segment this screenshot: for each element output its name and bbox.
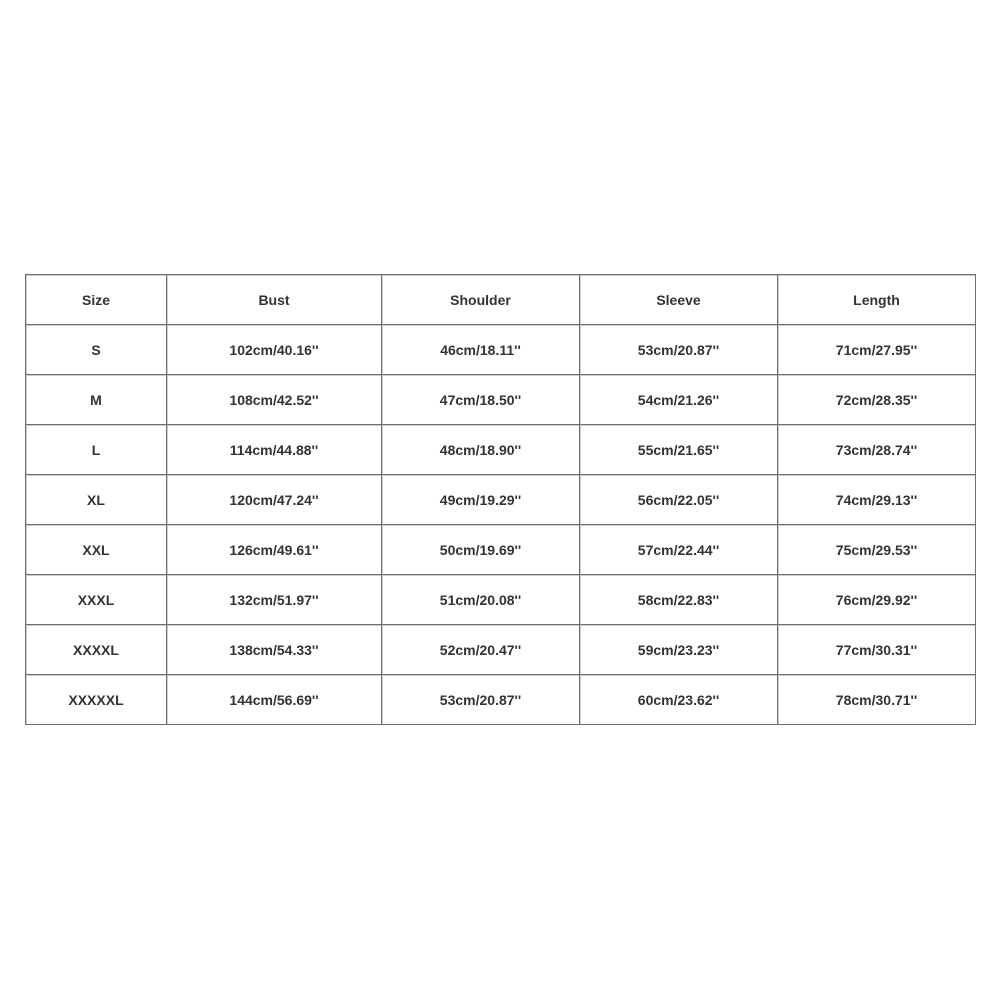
table-row bbox=[26, 475, 976, 525]
sleeve-cell: 58cm/22.83'' bbox=[580, 575, 778, 625]
header-shoulder: Shoulder bbox=[382, 275, 580, 325]
shoulder-cell: 49cm/19.29'' bbox=[382, 475, 580, 525]
shoulder-cell: 52cm/20.47'' bbox=[382, 625, 580, 675]
header-length: Length bbox=[778, 275, 976, 325]
table-row bbox=[26, 525, 976, 575]
sleeve-cell: 53cm/20.87'' bbox=[580, 325, 778, 375]
length-cell: 78cm/30.71'' bbox=[778, 675, 976, 725]
size-cell: XXXL bbox=[26, 575, 167, 625]
size-cell: S bbox=[26, 325, 167, 375]
length-cell: 75cm/29.53'' bbox=[778, 525, 976, 575]
table-row bbox=[26, 675, 976, 725]
bust-cell: 132cm/51.97'' bbox=[167, 575, 382, 625]
table-row bbox=[26, 575, 976, 625]
shoulder-cell: 53cm/20.87'' bbox=[382, 675, 580, 725]
sleeve-cell: 55cm/21.65'' bbox=[580, 425, 778, 475]
sleeve-cell: 54cm/21.26'' bbox=[580, 375, 778, 425]
bust-cell: 138cm/54.33'' bbox=[167, 625, 382, 675]
table-row bbox=[26, 425, 976, 475]
shoulder-cell: 47cm/18.50'' bbox=[382, 375, 580, 425]
size-cell: XXL bbox=[26, 525, 167, 575]
table-header-row bbox=[26, 275, 976, 325]
size-cell: XL bbox=[26, 475, 167, 525]
sleeve-cell: 56cm/22.05'' bbox=[580, 475, 778, 525]
length-cell: 74cm/29.13'' bbox=[778, 475, 976, 525]
bust-cell: 126cm/49.61'' bbox=[167, 525, 382, 575]
table-row bbox=[26, 625, 976, 675]
length-cell: 71cm/27.95'' bbox=[778, 325, 976, 375]
shoulder-cell: 46cm/18.11'' bbox=[382, 325, 580, 375]
length-cell: 76cm/29.92'' bbox=[778, 575, 976, 625]
length-cell: 77cm/30.31'' bbox=[778, 625, 976, 675]
sleeve-cell: 57cm/22.44'' bbox=[580, 525, 778, 575]
shoulder-cell: 51cm/20.08'' bbox=[382, 575, 580, 625]
bust-cell: 108cm/42.52'' bbox=[167, 375, 382, 425]
bust-cell: 102cm/40.16'' bbox=[167, 325, 382, 375]
bust-cell: 120cm/47.24'' bbox=[167, 475, 382, 525]
length-cell: 72cm/28.35'' bbox=[778, 375, 976, 425]
size-cell: L bbox=[26, 425, 167, 475]
shoulder-cell: 48cm/18.90'' bbox=[382, 425, 580, 475]
sleeve-cell: 60cm/23.62'' bbox=[580, 675, 778, 725]
size-cell: XXXXXL bbox=[26, 675, 167, 725]
header-bust: Bust bbox=[167, 275, 382, 325]
length-cell: 73cm/28.74'' bbox=[778, 425, 976, 475]
shoulder-cell: 50cm/19.69'' bbox=[382, 525, 580, 575]
size-cell: XXXXL bbox=[26, 625, 167, 675]
bust-cell: 114cm/44.88'' bbox=[167, 425, 382, 475]
size-cell: M bbox=[26, 375, 167, 425]
table-row bbox=[26, 325, 976, 375]
size-chart-table bbox=[25, 274, 976, 725]
sleeve-cell: 59cm/23.23'' bbox=[580, 625, 778, 675]
bust-cell: 144cm/56.69'' bbox=[167, 675, 382, 725]
header-sleeve: Sleeve bbox=[580, 275, 778, 325]
header-size: Size bbox=[26, 275, 167, 325]
table-row bbox=[26, 375, 976, 425]
